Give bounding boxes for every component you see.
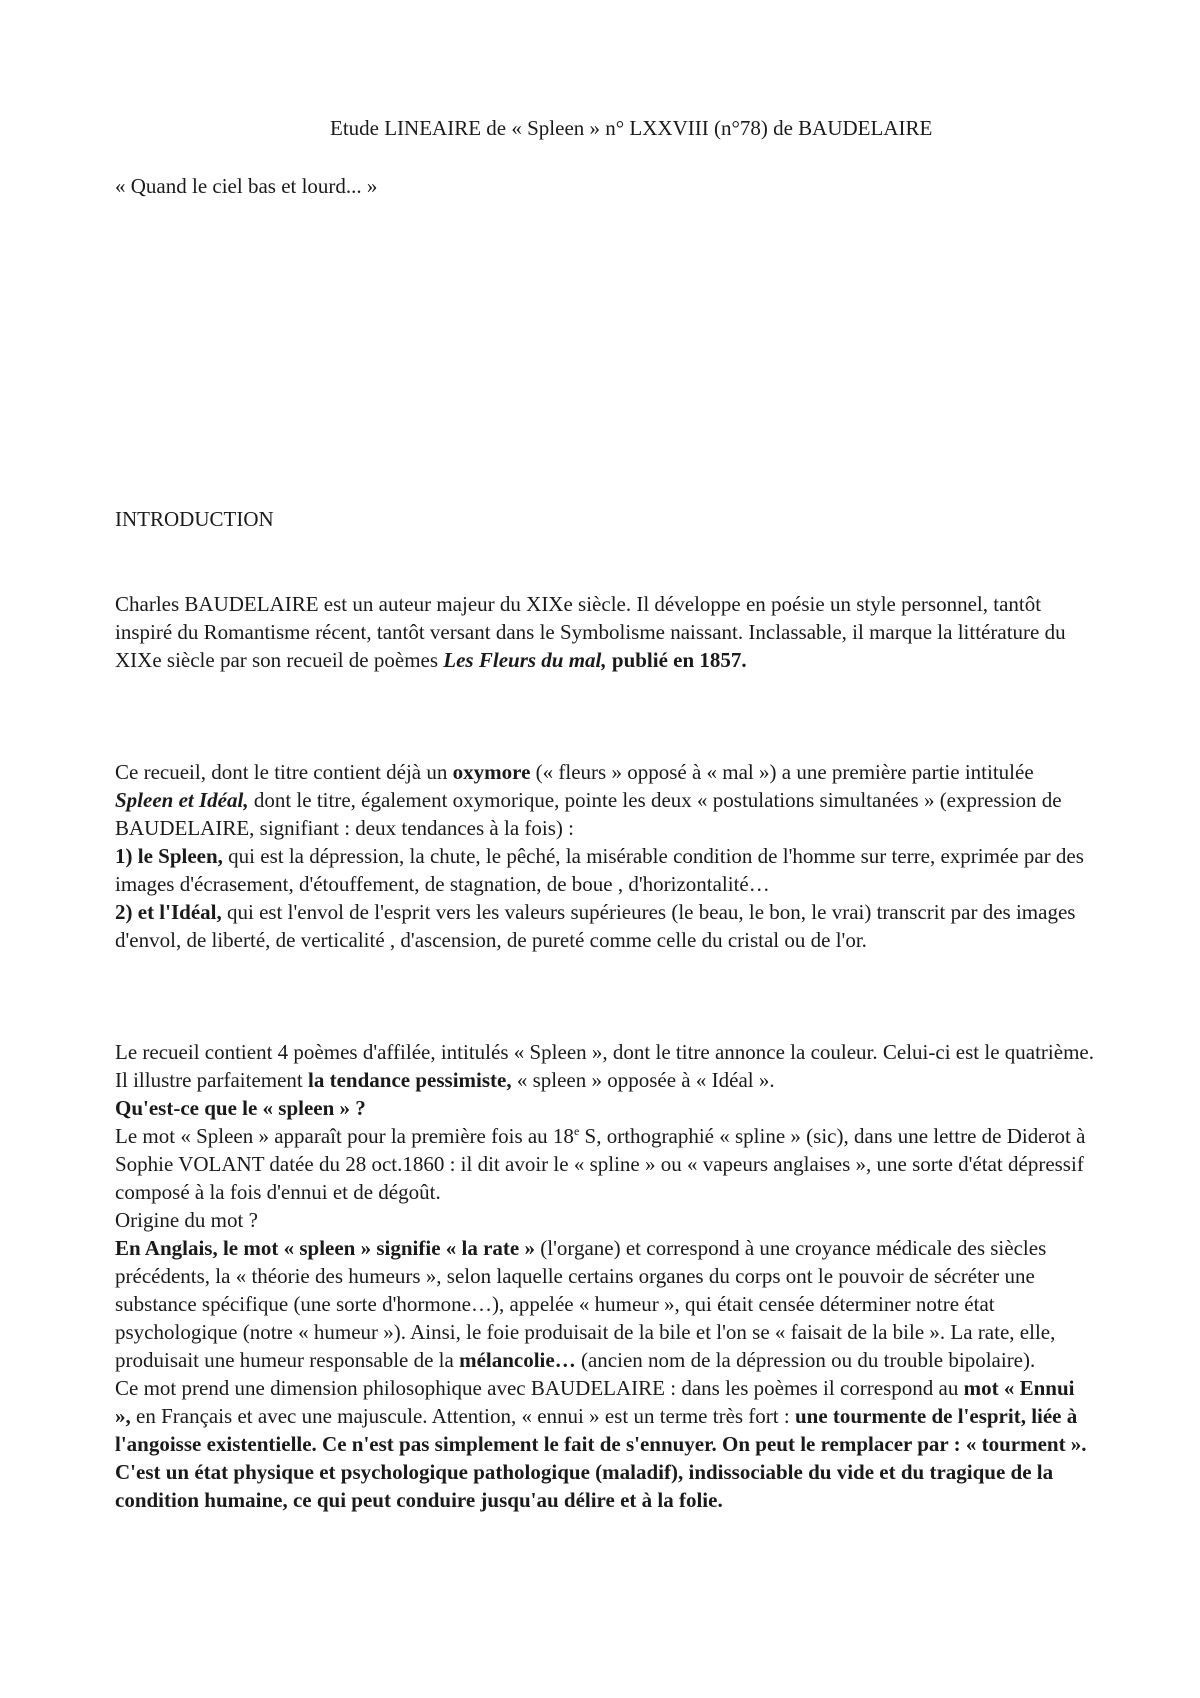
bold-statement: une tourmente de l'esprit, liée à l'angoisse existentielle. Ce n'est pas simplement le fait de s'ennuyer. On peut le remplacer par : « tourment ». bbox=[115, 1404, 1087, 1456]
text-run: (l'organe) et correspond à une croyance médicale des siècles précédents, la « théorie des humeurs », selon laquelle certains organes du corps ont le pouvoir de sécréter une substance spécifique (une sorte d'hormone…), appelée « humeur », qui était censée déterminer notre état psychologique (notre « humeur »). Ainsi, le foie produisait de la bile et l'on se « faisait de la bile ». La rate, elle, produisait une humeur responsable de la bbox=[115, 1236, 1056, 1372]
text-run: Charles BAUDELAIRE est un auteur majeur du XIXe siècle. Il développe en poésie un style personnel, tantôt inspiré du Romantisme récent, tantôt versant dans le Symbolisme naissant. Inclassable, il marque la littérature du XIXe siècle par son recueil de poèmes bbox=[115, 592, 1066, 672]
text-run: S, orthographié « spline » (sic), dans une lettre de Diderot à Sophie VOLANT datée du 28 oct.1860 : il dit avoir le « spline » ou « vapeurs anglaises », une sorte d'état dépressif composé à la fois d'ennui et de dégoût. bbox=[115, 1124, 1086, 1204]
text-run: (« fleurs » opposé à « mal ») a une première partie intitulée bbox=[530, 760, 1034, 784]
superscript: e bbox=[573, 1124, 580, 1138]
text-run: (ancien nom de la dépression ou du trouble bipolaire). bbox=[575, 1348, 1036, 1372]
document-title: Etude LINEAIRE de « Spleen » n° LXXVIII (n°78) de BAUDELAIRE bbox=[330, 116, 933, 140]
publication-date: publié en 1857. bbox=[606, 648, 747, 672]
poem-first-line: « Quand le ciel bas et lourd... » bbox=[115, 174, 378, 198]
work-title: Les Fleurs du mal, bbox=[443, 648, 607, 672]
text-run: « spleen » opposée à « Idéal ». bbox=[511, 1068, 775, 1092]
bold-term: la tendance pessimiste, bbox=[308, 1068, 512, 1092]
bold-term: En Anglais, le mot « spleen » signifie « la rate » bbox=[115, 1236, 535, 1260]
intro-paragraph-1 bbox=[115, 590, 1095, 674]
text-run: Le recueil contient 4 poèmes d'affilée, intitulés « Spleen », dont le titre annonce la couleur. Celui-ci est le quatrième. Il illustre parfaitement bbox=[115, 1040, 1094, 1092]
bold-term: mot « Ennui », bbox=[115, 1376, 1075, 1428]
bold-term: 1) le Spleen, bbox=[115, 844, 223, 868]
bold-term: oxymore bbox=[452, 760, 531, 784]
text-run: Ce mot prend une dimension philosophique avec BAUDELAIRE : dans les poèmes il correspond au bbox=[115, 1376, 964, 1400]
bold-statement: C'est un état physique et psychologique pathologique (maladif), indissociable du vide et du tragique de la condition humaine, ce qui peut conduire jusqu'au délire et à la folie. bbox=[115, 1460, 1054, 1512]
text-run: en Français et avec une majuscule. Attention, « ennui » est un terme très fort : bbox=[130, 1404, 795, 1428]
text-run: Ce recueil, dont le titre contient déjà un bbox=[115, 760, 453, 784]
section-heading: INTRODUCTION bbox=[115, 507, 274, 531]
intro-paragraph-2 bbox=[115, 758, 1095, 954]
text-run: dont le titre, également oxymorique, pointe les deux « postulations simultanées » (expression de BAUDELAIRE, signifiant : deux tendances à la fois) : bbox=[115, 788, 1062, 840]
section-title: Spleen et Idéal, bbox=[115, 788, 249, 812]
question-heading: Qu'est-ce que le « spleen » ? bbox=[115, 1096, 366, 1120]
origin-question: Origine du mot ? bbox=[115, 1208, 258, 1232]
bold-term: mélancolie… bbox=[459, 1348, 576, 1372]
text-run: Le mot « Spleen » apparaît pour la première fois au 18 bbox=[115, 1124, 574, 1148]
text-run: qui est l'envol de l'esprit vers les valeurs supérieures (le beau, le bon, le vrai) transcrit par des images d'envol, de liberté, de verticalité , d'ascension, de pureté comme celle du cristal ou de l'or. bbox=[115, 900, 1076, 952]
bold-term: 2) et l'Idéal, bbox=[115, 900, 222, 924]
intro-paragraph-3 bbox=[115, 1038, 1095, 1514]
text-run: qui est la dépression, la chute, le pêché, la misérable condition de l'homme sur terre, exprimée par des images d'écrasement, d'étouffement, de stagnation, de boue , d'horizontalité… bbox=[115, 844, 1084, 896]
